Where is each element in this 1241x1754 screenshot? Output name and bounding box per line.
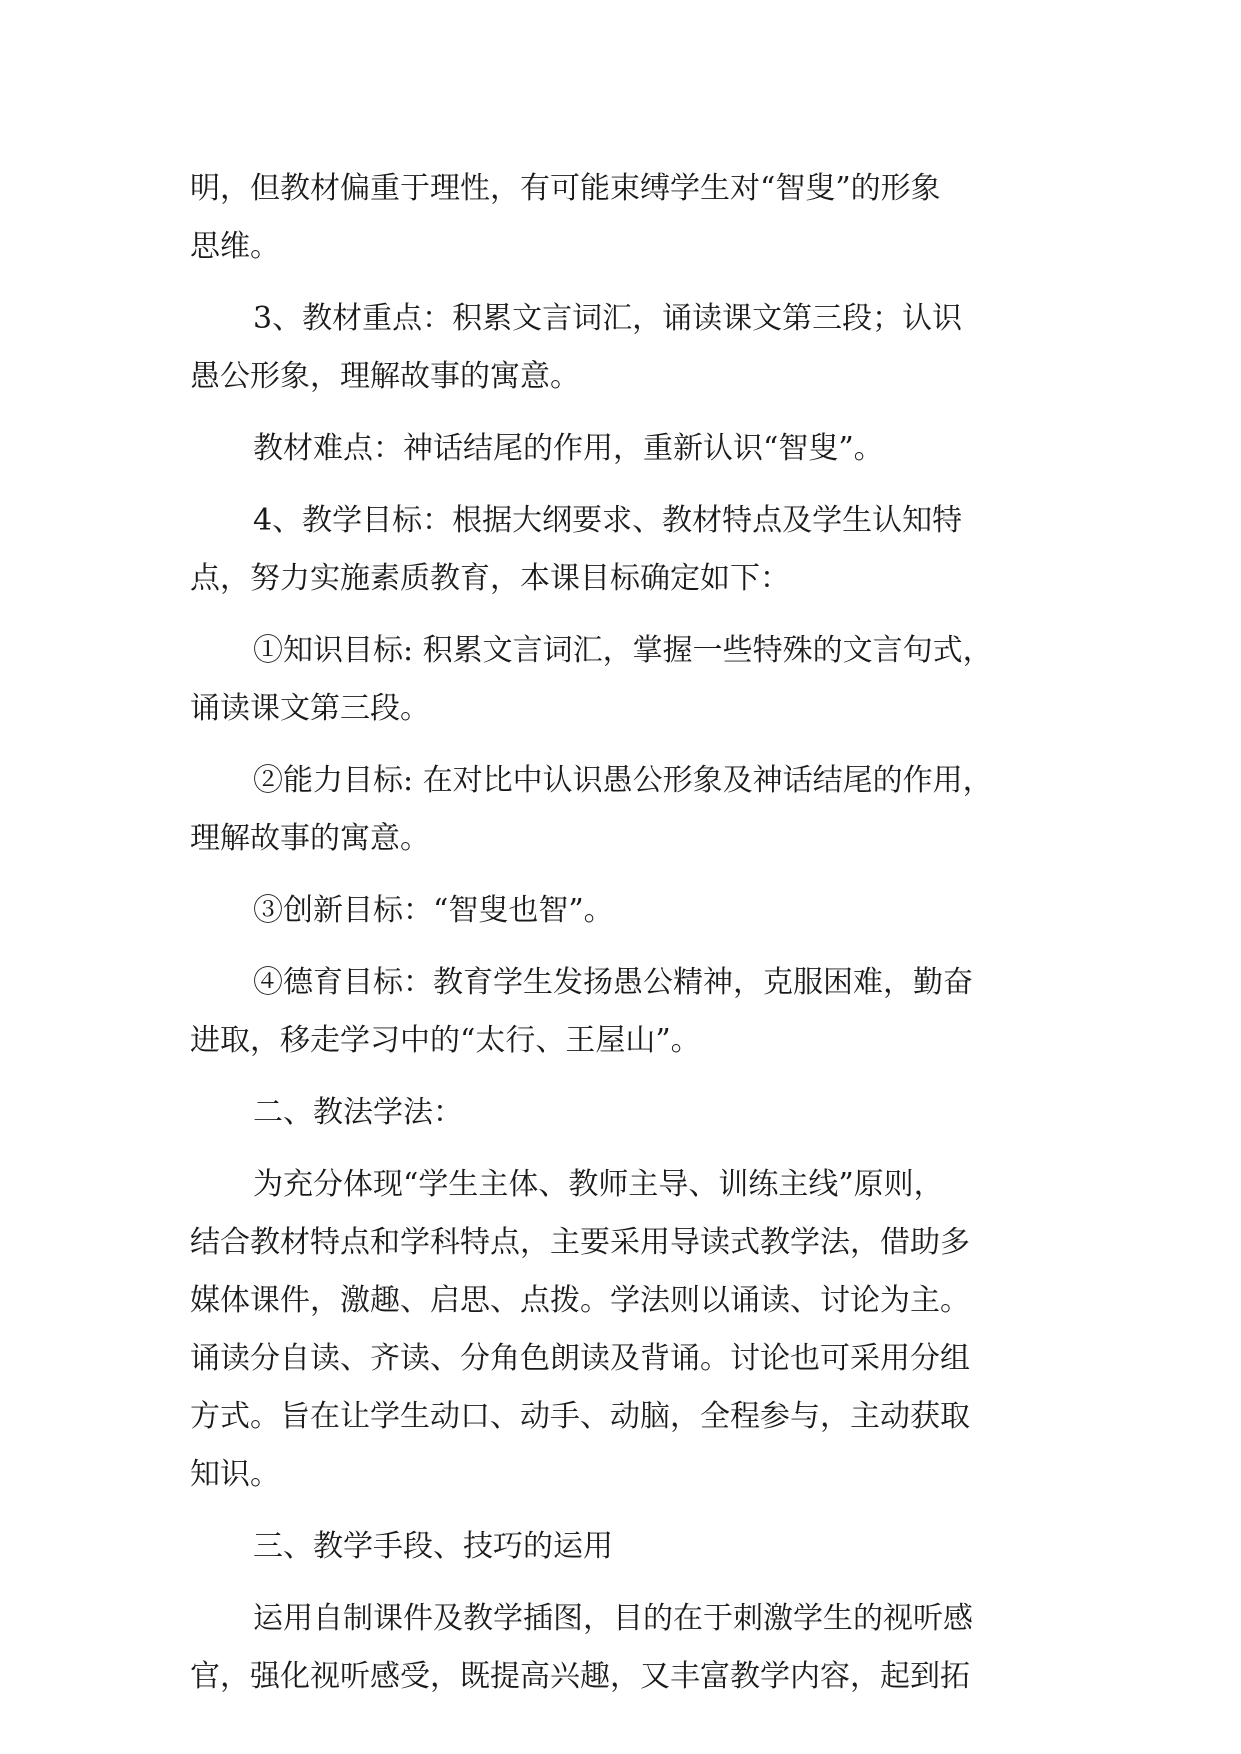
text-line: 为充分体现“学生主体、教师主导、训练主线”原则， [253, 1167, 944, 1202]
text-line: 愚公形象，理解故事的寓意。 [190, 359, 580, 394]
text-line: 3、教材重点：积累文言词汇，诵读课文第三段；认识 [253, 301, 963, 336]
text-line: ②能力目标: 在对比中认识愚公形象及神话结尾的作用， [253, 763, 993, 798]
text-line: 知识。 [190, 1457, 280, 1492]
text-line: ④德育目标：教育学生发扬愚公精神，克服困难，勤奋 [253, 965, 973, 1000]
text-line: 点，努力实施素质教育，本课目标确定如下： [190, 561, 790, 596]
text-line: 理解故事的寓意。 [190, 821, 430, 856]
text-line: 诵读分自读、齐读、分角色朗读及背诵。讨论也可采用分组 [190, 1341, 970, 1376]
text-line: ③创新目标：“智叟也智”。 [253, 893, 614, 928]
section-heading: 三、教学手段、技巧的运用 [253, 1529, 613, 1564]
text-line: 官，强化视听感受，既提高兴趣，又丰富教学内容，起到拓 [190, 1659, 970, 1694]
text-line: 明，但教材偏重于理性，有可能束缚学生对“智叟”的形象 [190, 171, 941, 206]
text-line: 思维。 [190, 229, 280, 264]
text-line: 4、教学目标：根据大纲要求、教材特点及学生认知特 [253, 503, 963, 538]
text-line: 方式。旨在让学生动口、动手、动脑，全程参与，主动获取 [190, 1399, 970, 1434]
text-line: 媒体课件，激趣、启思、点拨。学法则以诵读、讨论为主。 [190, 1283, 970, 1318]
section-heading: 二、教法学法： [253, 1095, 463, 1130]
text-line: 教材难点：神话结尾的作用，重新认识“智叟”。 [253, 431, 884, 466]
text-line: ①知识目标: 积累文言词汇，掌握一些特殊的文言句式， [253, 633, 993, 668]
text-line: 进取，移走学习中的“太行、王屋山”。 [190, 1023, 701, 1058]
text-line: 运用自制课件及教学插图，目的在于刺激学生的视听感 [253, 1601, 973, 1636]
text-line: 结合教材特点和学科特点，主要采用导读式教学法，借助多 [190, 1225, 970, 1260]
text-line: 诵读课文第三段。 [190, 691, 430, 726]
